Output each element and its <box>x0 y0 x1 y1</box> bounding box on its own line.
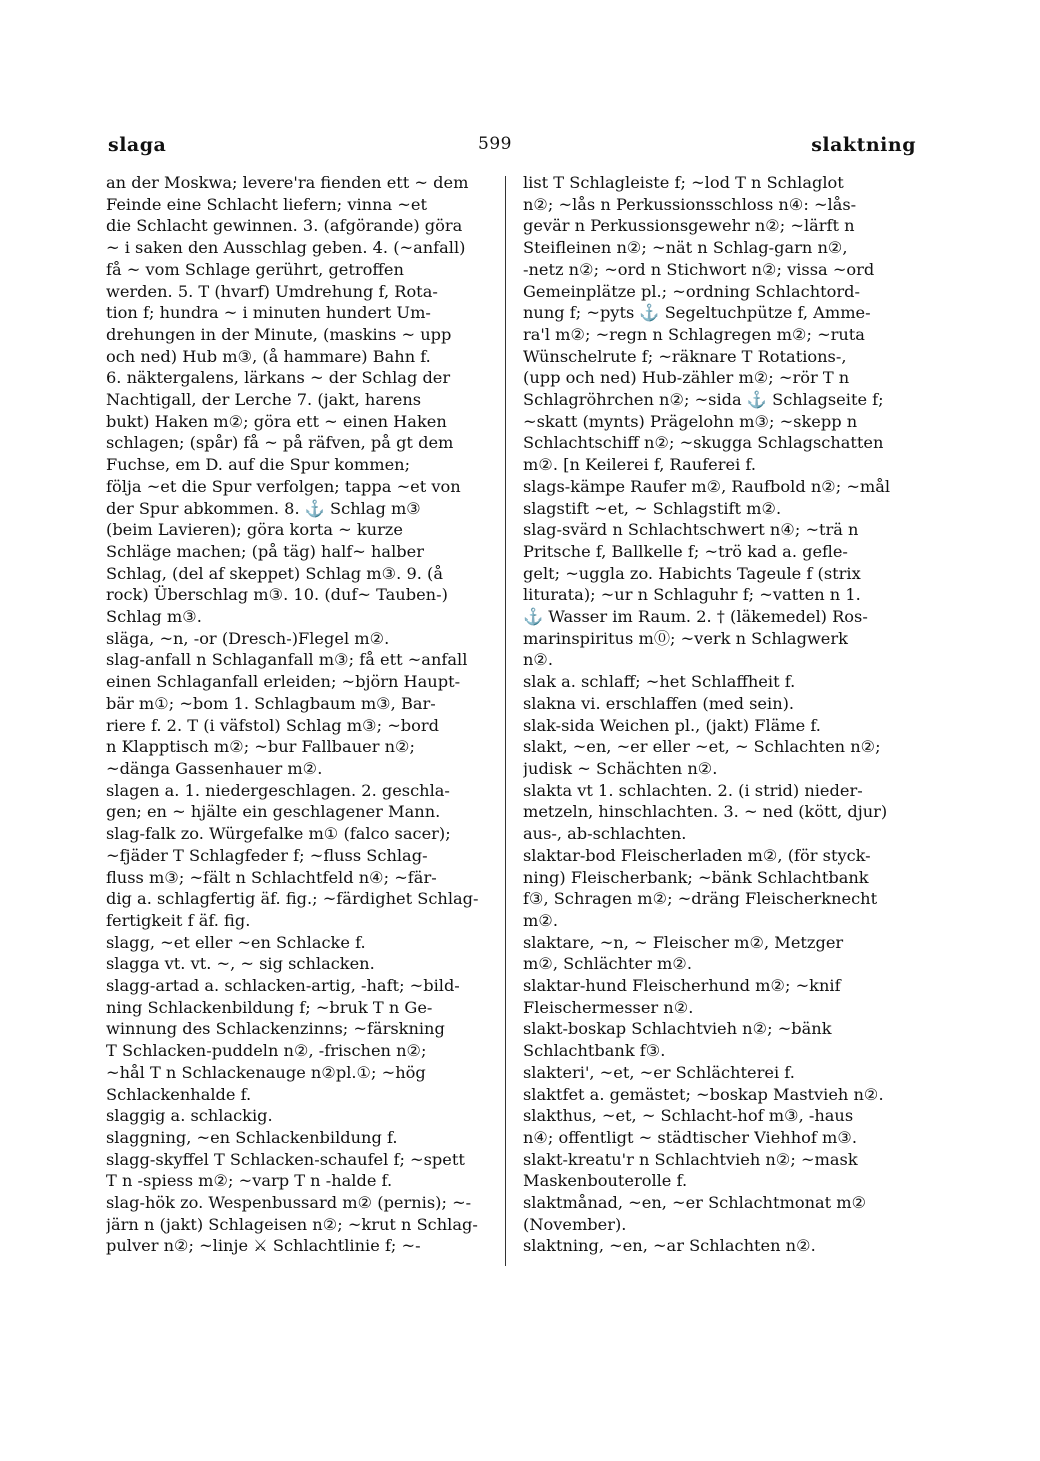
text-line: metzeln, hinschlachten. 3. ~ ned (kött, djur) <box>523 802 888 822</box>
text-line: werden. 5. T (hvarf) Umdrehung f, Rota- <box>106 281 438 301</box>
text-line: slak a. schlaff; ~het Schlaffheit f. <box>523 672 796 692</box>
text-line: Schlachtbank f③. <box>523 1041 666 1061</box>
text-line: judisk ~ Schächten n②. <box>523 758 718 778</box>
text-line: 6. näktergalens, lärkans ~ der Schlag der <box>106 368 451 388</box>
text-line: Schlachtschiff n②; ~skugga Schlagschatten <box>523 433 884 453</box>
text-line: Schlag, (del af skeppet) Schlag m③. 9. (å <box>106 563 444 583</box>
text-line: slakteri', ~et, ~er Schlächterei f. <box>523 1062 795 1082</box>
text-line: Fleischermesser n②. <box>523 997 694 1017</box>
text-line: ~skatt (mynts) Prägelohn m③; ~skepp n <box>523 411 858 431</box>
text-line: schlagen; (spår) få ~ på räfven, på gt dem <box>106 433 454 453</box>
text-line: ~ i saken den Ausschlag geben. 4. (~anfall) <box>106 238 466 258</box>
text-line: järn n (jakt) Schlageisen n②; ~krut n Schlag- <box>106 1214 478 1234</box>
text-line: bär m①; ~bom 1. Schlagbaum m③, Bar- <box>106 693 436 713</box>
text-line: einen Schlaganfall erleiden; ~björn Haupt- <box>106 672 461 692</box>
text-line: der Spur abkommen. 8. ⚓ Schlag m③ <box>106 498 421 518</box>
text-line: slag-svärd n Schlachtschwert n④; ~trä n <box>523 520 859 540</box>
text-line: ~fjäder T Schlagfeder f; ~fluss Schlag- <box>106 845 428 865</box>
text-line: slakna vi. erschlaffen (med sein). <box>523 693 795 713</box>
text-line: slak-sida Weichen pl., (jakt) Fläme f. <box>523 715 821 735</box>
text-line: Feinde eine Schlacht liefern; vinna ~et <box>106 194 427 214</box>
text-line: Gemeinplätze pl.; ~ordning Schlachtord- <box>523 281 860 301</box>
text-line: slagg-artad a. schlacken-artig, -haft; ~bild- <box>106 976 460 996</box>
text-line: slagen a. 1. niedergeschlagen. 2. geschla- <box>106 780 450 800</box>
text-line: Schlag m③. <box>106 607 202 627</box>
text-line: slagg-skyffel T Schlacken-schaufel f; ~spett <box>106 1149 465 1169</box>
text-line: gelt; ~uggla zo. Habichts Tageule f (strix <box>523 563 861 583</box>
text-line: Pritsche f, Ballkelle f; ~trö kad a. gefle- <box>523 541 848 561</box>
text-line: m②, Schlächter m②. <box>523 954 693 974</box>
text-line: rock) Überschlag m③. 10. (duf~ Tauben-) <box>106 585 448 605</box>
text-line: slaktar-bod Fleischerladen m②, (för styck- <box>523 845 871 865</box>
text-line: n②; ~lås n Perkussionsschloss n④: ~lås- <box>523 194 857 214</box>
text-line: Steifleinen n②; ~nät n Schlag-garn n②, <box>523 238 848 258</box>
text-line: marinspiritus m⓪; ~verk n Schlagwerk <box>523 628 848 648</box>
text-line: n Klapptisch m②; ~bur Fallbauer n②; <box>106 737 415 757</box>
text-line: die Schlacht gewinnen. 3. (afgörande) göra <box>106 216 463 236</box>
text-line: Fuchse, em D. auf die Spur kommen; <box>106 455 411 475</box>
text-line: Schläge machen; (på täg) half~ halber <box>106 541 424 561</box>
text-line: ~dänga Gassenhauer m②. <box>106 758 323 778</box>
running-head-left: slaga <box>108 134 167 156</box>
text-line: -netz n②; ~ord n Stichwort n②; vissa ~ord <box>523 259 875 279</box>
text-line: slag-hök zo. Wespenbussard m② (pernis); ~- <box>106 1193 472 1213</box>
text-line: ra'l m②; ~regn n Schlagregen m②; ~ruta <box>523 324 865 344</box>
text-line: och ned) Hub m③, (å hammare) Bahn f. <box>106 346 431 366</box>
right-column <box>523 172 921 1257</box>
text-line: slaggig a. schlackig. <box>106 1106 273 1126</box>
text-line: dig a. schlagfertig äf. fig.; ~färdighet Schlag- <box>106 889 479 909</box>
text-line: list T Schlagleiste f; ~lod T n Schlaglot <box>523 173 844 192</box>
text-line: drehungen in der Minute, (maskins ~ upp <box>106 324 452 344</box>
text-line: slakthus, ~et, ~ Schlacht-hof m③, -haus <box>523 1106 854 1126</box>
text-line: Wünschelrute f; ~räknare T Rotations-, <box>523 346 847 366</box>
text-line: slakt-boskap Schlachtvieh n②; ~bänk <box>523 1019 832 1039</box>
text-line: Nachtigall, der Lerche 7. (jakt, harens <box>106 390 422 410</box>
text-line: slaktning, ~en, ~ar Schlachten n②. <box>523 1236 816 1256</box>
text-line: slagga vt. vt. ~, ~ sig schlacken. <box>106 954 375 974</box>
text-line: släga, ~n, -or (Dresch-)Flegel m②. <box>106 628 390 648</box>
text-line: fluss m③; ~fält n Schlachtfeld n④; ~fär- <box>106 867 437 887</box>
text-line: m②. <box>523 910 559 930</box>
text-line: nung f; ~pyts ⚓ Segeltuchpütze f, Amme- <box>523 303 871 323</box>
text-line: T n -spiess m②; ~varp T n -halde f. <box>106 1171 393 1191</box>
text-line: Schlagröhrchen n②; ~sida ⚓ Schlagseite f; <box>523 390 884 410</box>
text-line: n④; offentligt ~ städtischer Viehhof m③. <box>523 1127 858 1147</box>
text-line: ~hål T n Schlackenauge n②pl.①; ~hög <box>106 1062 426 1082</box>
text-line: slaktmånad, ~en, ~er Schlachtmonat m② <box>523 1193 867 1213</box>
text-line: slagg, ~et eller ~en Schlacke f. <box>106 932 366 952</box>
text-line: ⚓ Wasser im Raum. 2. † (läkemedel) Ros- <box>523 607 868 627</box>
text-line: slag-falk zo. Würgefalke m① (falco sacer); <box>106 824 451 844</box>
text-line: slagstift ~et, ~ Schlagstift m②. <box>523 498 782 518</box>
text-line: slakt, ~en, ~er eller ~et, ~ Schlachten n②; <box>523 737 881 757</box>
text-line: aus-, ab-schlachten. <box>523 824 687 844</box>
page-number: 599 <box>478 134 512 154</box>
text-line: an der Moskwa; levere'ra fienden ett ~ dem <box>106 173 469 192</box>
text-line: gen; en ~ hjälte ein geschlagener Mann. <box>106 802 441 822</box>
text-line: liturata); ~ur n Schlaguhr f; ~vatten n 1. <box>523 585 861 605</box>
running-head-right: slaktning <box>811 134 916 156</box>
text-line: T Schlacken-puddeln n②, -frischen n②; <box>106 1041 427 1061</box>
text-line: m②. [n Keilerei f, Rauferei f. <box>523 455 756 475</box>
left-column <box>106 172 490 1257</box>
text-line: slaggning, ~en Schlackenbildung f. <box>106 1127 398 1147</box>
text-line: följa ~et die Spur verfolgen; tappa ~et von <box>106 476 461 496</box>
text-line: Schlackenhalde f. <box>106 1084 252 1104</box>
text-line: pulver n②; ~linje ⚔ Schlachtlinie f; ~- <box>106 1236 421 1256</box>
text-line: slaktfet a. gemästet; ~boskap Mastvieh n②. <box>523 1084 884 1104</box>
text-line: (beim Lavieren); göra korta ~ kurze <box>106 520 403 540</box>
text-line: (upp och ned) Hub-zähler m②; ~rör T n <box>523 368 850 388</box>
text-line: få ~ vom Schlage gerührt, getroffen <box>106 259 404 279</box>
text-line: slags-kämpe Raufer m②, Raufbold n②; ~mål <box>523 476 891 496</box>
text-line: riere f. 2. T (i väfstol) Schlag m③; ~bord <box>106 715 439 735</box>
text-line: winnung des Schlackenzinns; ~färskning <box>106 1019 445 1039</box>
text-line: slakt-kreatu'r n Schlachtvieh n②; ~mask <box>523 1149 858 1169</box>
text-line: n②. <box>523 650 554 670</box>
column-divider <box>505 176 506 1266</box>
text-line: slakta vt 1. schlachten. 2. (i strid) nieder- <box>523 780 863 800</box>
text-line: gevär n Perkussionsgewehr n②; ~lärft n <box>523 216 855 236</box>
text-line: slag-anfall n Schlaganfall m③; få ett ~anfall <box>106 650 468 670</box>
text-line: f③, Schragen m②; ~dräng Fleischerknecht <box>523 889 878 909</box>
text-line: ning Schlackenbildung f; ~bruk T n Ge- <box>106 997 433 1017</box>
text-line: bukt) Haken m②; göra ett ~ einen Haken <box>106 411 447 431</box>
text-line: ning) Fleischerbank; ~bänk Schlachtbank <box>523 867 869 887</box>
text-line: tion f; hundra ~ i minuten hundert Um- <box>106 303 431 323</box>
text-line: Maskenbouterolle f. <box>523 1171 688 1191</box>
text-line: fertigkeit f äf. fig. <box>106 910 251 930</box>
text-line: slaktare, ~n, ~ Fleischer m②, Metzger <box>523 932 844 952</box>
text-line: slaktar-hund Fleischerhund m②; ~knif <box>523 976 841 996</box>
text-line: (November). <box>523 1214 627 1234</box>
